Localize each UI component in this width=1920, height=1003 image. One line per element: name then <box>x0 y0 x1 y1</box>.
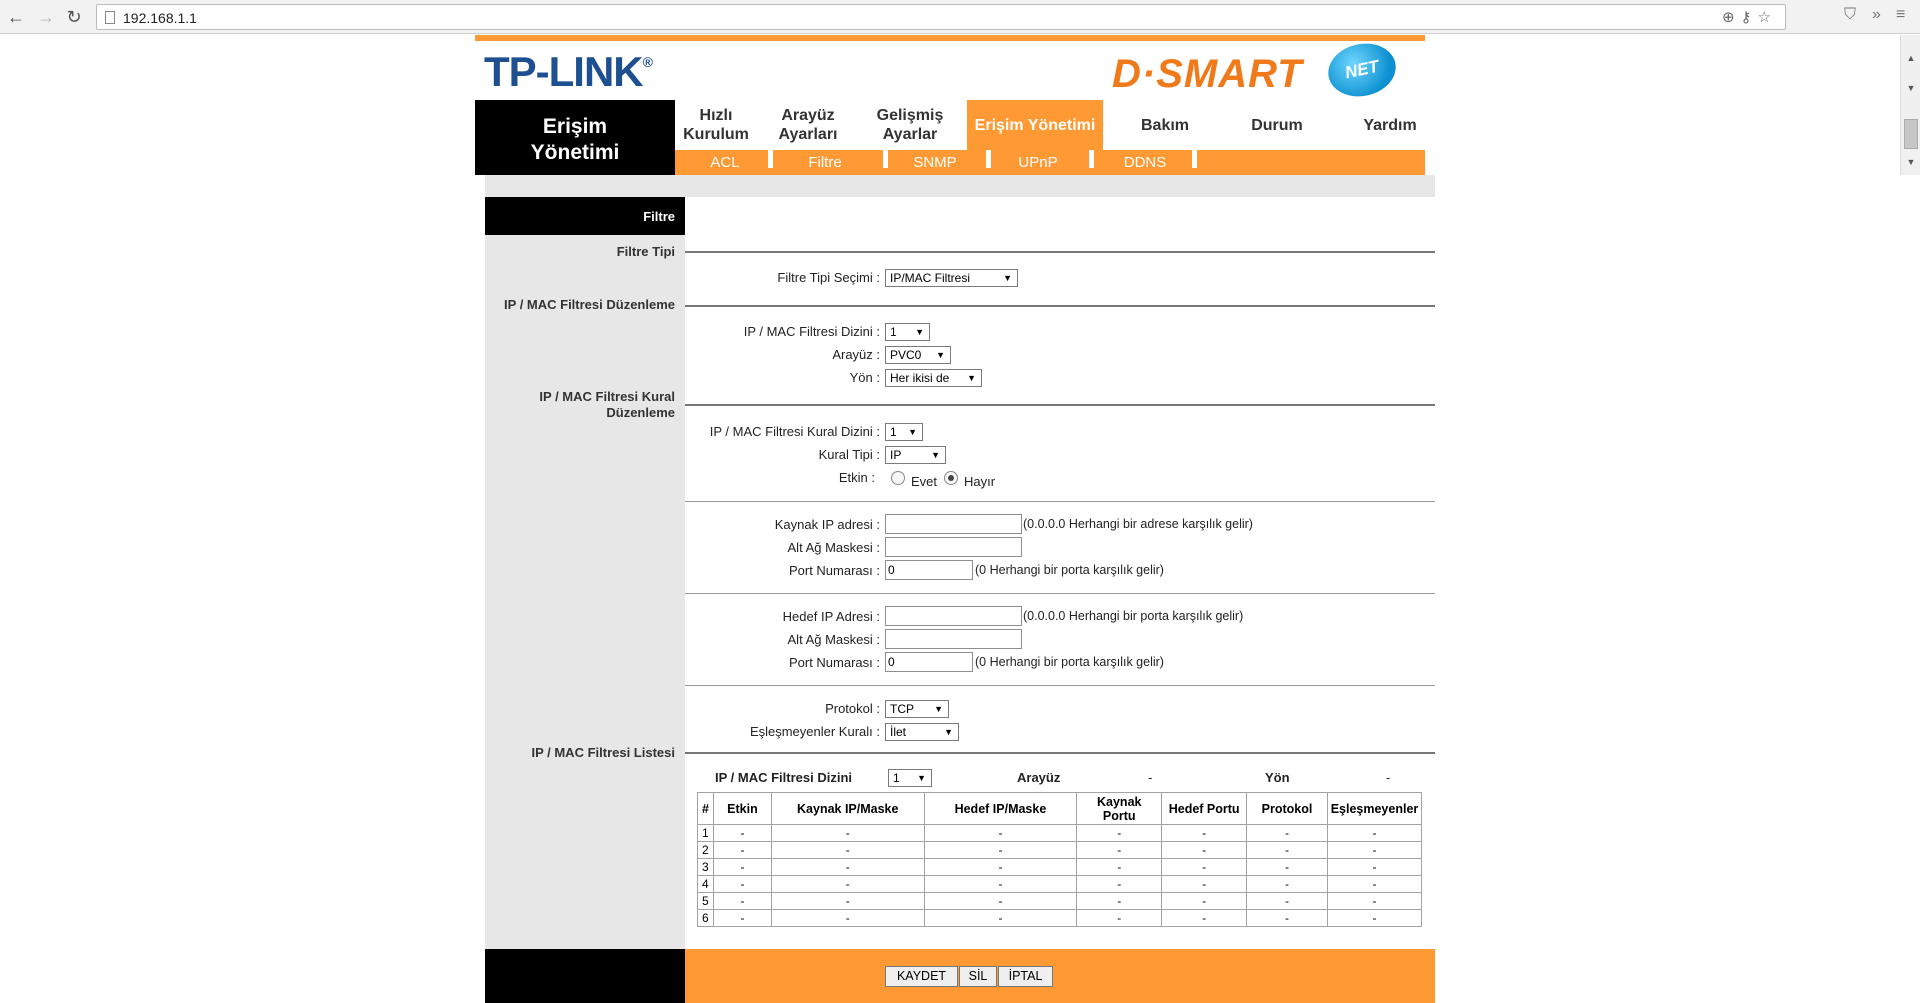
nav-erisim-yonetimi[interactable]: Erişim Yönetimi <box>967 100 1103 150</box>
rule-type-label: Kural Tipi : <box>818 447 880 462</box>
table-cell: - <box>924 859 1077 876</box>
section-divider <box>685 685 1435 686</box>
dst-port-label: Port Numarası : <box>788 655 880 670</box>
filter-type-select[interactable]: IP/MAC Filtresi ▼ <box>885 269 1018 287</box>
section-divider <box>685 593 1435 594</box>
table-cell: - <box>771 842 924 859</box>
column-header: Etkin <box>713 793 771 825</box>
table-cell: - <box>1247 825 1328 842</box>
dropdown-arrow-icon: ▼ <box>944 727 953 737</box>
column-header: Hedef IP/Maske <box>924 793 1077 825</box>
table-cell: - <box>713 842 771 859</box>
src-ip-hint: (0.0.0.0 Herhangi bir adrese karşılık gelir) <box>1023 517 1253 531</box>
direction-select[interactable]: Her ikisi de ▼ <box>885 369 982 387</box>
dropdown-arrow-icon: ▼ <box>917 773 926 783</box>
table-cell: - <box>924 825 1077 842</box>
sidebar-head: Filtre <box>485 197 685 235</box>
column-header: Hedef Portu <box>1162 793 1247 825</box>
list-set-index-label: IP / MAC Filtresi Dizini <box>715 770 853 785</box>
subnav-ddns[interactable]: DDNS <box>1123 154 1167 171</box>
dst-ip-input[interactable] <box>885 606 1022 626</box>
nav-arayuz-ayarlari[interactable]: Arayüz Ayarları <box>778 107 838 143</box>
table-row <box>698 876 1422 893</box>
table-cell: - <box>1077 859 1162 876</box>
subnav-separator <box>768 150 773 168</box>
table-cell: - <box>1162 825 1247 842</box>
section-divider <box>685 305 1435 307</box>
active-label: Etkin : <box>838 470 875 485</box>
zoom-icon[interactable]: ⊕ <box>1721 9 1741 26</box>
table-cell: - <box>924 876 1077 893</box>
content-top-band <box>485 175 1435 197</box>
browser-toolbar <box>0 0 1920 34</box>
url-text[interactable]: 192.168.1.1 <box>123 10 197 26</box>
header-orange-strip <box>475 35 1425 41</box>
table-cell: - <box>1162 842 1247 859</box>
cancel-button[interactable]: İPTAL <box>998 966 1053 987</box>
filter-type-label: Filtre Tipi Seçimi : <box>777 270 880 285</box>
subnav-acl[interactable]: ACL <box>710 154 740 171</box>
table-cell: - <box>1247 876 1328 893</box>
sidebar-label-ipmac-listesi: IP / MAC Filtresi Listesi <box>531 745 675 760</box>
protocol-label: Protokol : <box>825 701 880 716</box>
scroll-down-icon[interactable]: ▼ <box>1906 83 1916 93</box>
table-cell: - <box>1162 859 1247 876</box>
sidebar-label-filtre-tipi: Filtre Tipi <box>616 244 675 259</box>
table-cell: - <box>713 825 771 842</box>
column-header: Kaynak IP/Maske <box>771 793 924 825</box>
dropdown-arrow-icon: ▼ <box>967 373 976 383</box>
column-header: Kaynak Portu <box>1077 793 1162 825</box>
dropdown-arrow-icon: ▼ <box>936 350 945 360</box>
list-direction-label: Yön <box>1265 770 1290 785</box>
table-cell: 2 <box>698 842 714 859</box>
src-port-label: Port Numarası : <box>788 563 880 578</box>
address-bar[interactable] <box>96 4 1786 30</box>
table-cell: - <box>771 876 924 893</box>
sidebar-label-ipmac-duzenleme: IP / MAC Filtresi Düzenleme <box>504 297 675 312</box>
table-cell: - <box>1247 859 1328 876</box>
subnav-snmp[interactable]: SNMP <box>913 154 957 171</box>
section-divider <box>685 752 1435 754</box>
scroll-thumb[interactable] <box>1904 119 1918 149</box>
src-port-hint: (0 Herhangi bir porta karşılık gelir) <box>975 563 1164 577</box>
scroll-down-icon[interactable]: ▼ <box>1906 157 1916 167</box>
table-cell: 4 <box>698 876 714 893</box>
list-interface-value: - <box>1148 770 1153 785</box>
table-cell: - <box>1327 825 1421 842</box>
src-mask-label: Alt Ağ Maskesi : <box>787 540 880 555</box>
rule-index-select[interactable]: 1 ▼ <box>885 423 923 441</box>
dst-port-input[interactable]: 0 <box>885 652 973 672</box>
dst-mask-label: Alt Ağ Maskesi : <box>787 632 880 647</box>
back-arrow-icon[interactable]: ← <box>7 7 25 27</box>
table-cell: - <box>1077 876 1162 893</box>
nav-yardim[interactable]: Yardım <box>1363 117 1417 134</box>
src-port-input[interactable]: 0 <box>885 560 973 580</box>
star-icon[interactable]: ☆ <box>1757 9 1777 26</box>
main-nav <box>675 100 1425 150</box>
interface-select[interactable]: PVC0 ▼ <box>885 346 951 364</box>
subnav-separator <box>986 150 991 168</box>
footer-action-bar <box>685 949 1435 1003</box>
rule-index-label: IP / MAC Filtresi Kural Dizini : <box>709 424 880 439</box>
subnav-separator <box>1089 150 1094 168</box>
list-interface-label: Arayüz <box>1017 770 1061 785</box>
table-cell: - <box>1077 842 1162 859</box>
table-cell: - <box>1247 910 1328 927</box>
section-divider <box>685 501 1435 502</box>
subnav-filtre[interactable]: Filtre <box>808 154 842 171</box>
table-cell: - <box>1327 859 1421 876</box>
more-extensions-icon[interactable]: » <box>1872 6 1881 23</box>
shield-extension-icon[interactable]: ⛉ <box>1844 6 1857 23</box>
reload-icon[interactable]: ↻ <box>66 7 82 27</box>
table-row <box>698 842 1422 859</box>
section-divider <box>685 404 1435 406</box>
dropdown-arrow-icon: ▼ <box>908 427 917 437</box>
table-cell: - <box>1327 893 1421 910</box>
nav-bakim[interactable]: Bakım <box>1140 117 1190 134</box>
dropdown-arrow-icon: ▼ <box>915 327 924 337</box>
table-cell: 1 <box>698 825 714 842</box>
table-cell: 5 <box>698 893 714 910</box>
table-row <box>698 910 1422 927</box>
protocol-select[interactable]: TCP ▼ <box>885 700 949 718</box>
active-yes-radio[interactable] <box>891 471 905 485</box>
table-cell: - <box>1077 825 1162 842</box>
table-cell: 6 <box>698 910 714 927</box>
src-ip-input[interactable] <box>885 514 1022 534</box>
set-index-select[interactable]: 1 ▼ <box>885 323 930 341</box>
table-cell: - <box>713 876 771 893</box>
table-cell: - <box>713 893 771 910</box>
interface-label: Arayüz : <box>832 347 880 362</box>
table-cell: 3 <box>698 859 714 876</box>
table-cell: - <box>1162 876 1247 893</box>
active-yes-label: Evet <box>911 474 938 489</box>
footer-left-block <box>485 949 685 1003</box>
save-button[interactable]: KAYDET <box>885 966 958 987</box>
dropdown-arrow-icon: ▼ <box>931 450 940 460</box>
section-divider <box>685 251 1435 253</box>
subnav-separator <box>1192 150 1197 168</box>
tplink-logo: TP-LINK® <box>484 48 652 95</box>
scroll-up-icon[interactable]: ▲ <box>1906 53 1916 63</box>
table-row <box>698 825 1422 842</box>
table-cell: - <box>1327 842 1421 859</box>
filter-rules-table <box>697 792 1422 927</box>
table-cell: - <box>1077 893 1162 910</box>
table-cell: - <box>1327 910 1421 927</box>
table-cell: - <box>771 893 924 910</box>
column-header: Eşleşmeyenler <box>1327 793 1421 825</box>
dropdown-arrow-icon: ▼ <box>934 704 943 714</box>
table-cell: - <box>924 842 1077 859</box>
table-cell: - <box>1327 876 1421 893</box>
active-no-label: Hayır <box>964 474 996 489</box>
subnav-upnp[interactable]: UPnP <box>1018 154 1058 171</box>
dsmart-net-badge: NET <box>1323 37 1400 102</box>
subnav-separator <box>883 150 888 168</box>
table-cell: - <box>924 910 1077 927</box>
dst-ip-label: Hedef IP Adresi : <box>782 609 880 624</box>
nav-hizli-kurulum[interactable]: Hızlı Kurulum <box>683 107 749 143</box>
nav-durum[interactable]: Durum <box>1251 117 1303 134</box>
column-header: # <box>698 793 714 825</box>
table-cell: - <box>1077 910 1162 927</box>
table-row <box>698 893 1422 910</box>
unmatched-label: Eşleşmeyenler Kuralı : <box>749 724 880 739</box>
table-cell: - <box>1162 910 1247 927</box>
unmatched-select[interactable]: İlet ▼ <box>885 723 959 741</box>
section-title: Erişim Yönetimi <box>475 100 675 175</box>
column-header: Protokol <box>1247 793 1328 825</box>
address-bar-icons <box>1722 8 1777 26</box>
dropdown-arrow-icon: ▼ <box>1003 273 1012 283</box>
table-cell: - <box>771 825 924 842</box>
src-ip-label: Kaynak IP adresi : <box>774 517 880 532</box>
set-index-label: IP / MAC Filtresi Dizini : <box>743 324 880 339</box>
rule-type-select[interactable]: IP ▼ <box>885 446 946 464</box>
dst-mask-input[interactable] <box>885 629 1022 649</box>
dsmart-logo: D·SMART <box>1112 52 1303 96</box>
table-cell: - <box>771 910 924 927</box>
sub-nav <box>675 150 1425 175</box>
nav-gelismis-ayarlar[interactable]: Gelişmiş Ayarlar <box>876 107 944 143</box>
page-icon <box>105 11 115 24</box>
list-direction-value: - <box>1386 770 1391 785</box>
src-mask-input[interactable] <box>885 537 1022 557</box>
table-cell: - <box>1162 893 1247 910</box>
dst-port-hint: (0 Herhangi bir porta karşılık gelir) <box>975 655 1164 669</box>
direction-label: Yön : <box>849 370 880 385</box>
table-cell: - <box>1247 842 1328 859</box>
dst-ip-hint: (0.0.0.0 Herhangi bir porta karşılık gelir) <box>1023 609 1244 623</box>
forward-arrow-icon[interactable]: → <box>37 7 55 27</box>
delete-button[interactable]: SİL <box>959 966 997 987</box>
table-cell: - <box>1247 893 1328 910</box>
active-no-radio[interactable] <box>944 471 958 485</box>
table-cell: - <box>713 859 771 876</box>
sidebar-label-ipmac-kural: IP / MAC Filtresi Kural Düzenleme <box>539 389 675 420</box>
table-cell: - <box>771 859 924 876</box>
key-icon[interactable]: ⚷ <box>1740 9 1758 26</box>
table-cell: - <box>713 910 771 927</box>
table-header-row <box>698 793 1422 825</box>
menu-icon[interactable]: ≡ <box>1896 6 1906 23</box>
list-set-index-select[interactable]: 1 ▼ <box>888 769 932 787</box>
scrollbar[interactable] <box>1900 35 1920 175</box>
table-cell: - <box>924 893 1077 910</box>
table-row <box>698 859 1422 876</box>
